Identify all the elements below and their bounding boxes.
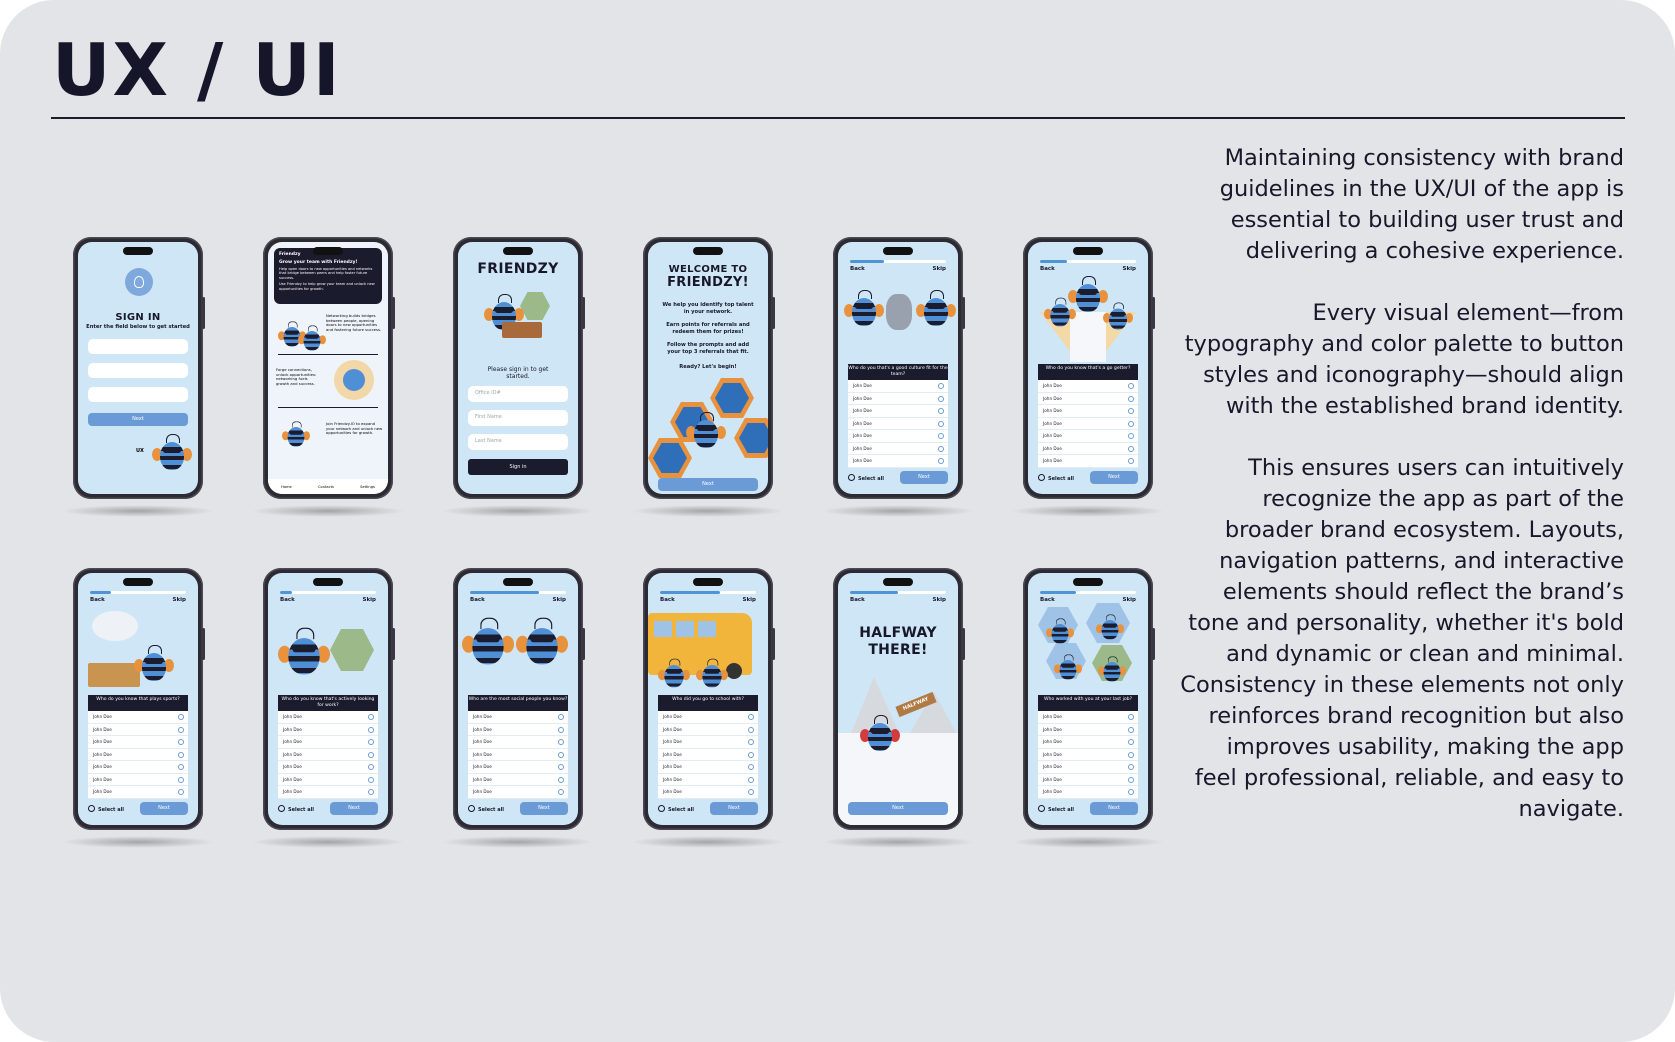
contact-list: [848, 380, 948, 468]
list-item[interactable]: John Doe: [1038, 443, 1138, 456]
progress-bar: [660, 591, 756, 594]
back-button[interactable]: Back: [850, 597, 865, 603]
bee-mascot-icon: [1060, 654, 1077, 679]
radio-button: [558, 789, 564, 795]
progress-bar: [1040, 591, 1136, 594]
radio-button: [1128, 396, 1134, 402]
question-title: Who did you go to school with?: [658, 695, 758, 711]
back-button[interactable]: Back: [660, 597, 675, 603]
question-title: Who do you know that plays sports?: [88, 695, 188, 711]
phone-mockup-home: [263, 237, 393, 499]
select-all-toggle[interactable]: Select all: [468, 805, 504, 813]
progress-bar: [90, 591, 186, 594]
welcome-line-4: Ready? Let's begin!: [679, 364, 737, 370]
phone-mockup-question-sports: [73, 568, 203, 830]
question-screen: [1028, 573, 1148, 825]
sign-in-field-2[interactable]: [88, 363, 188, 378]
phone-mockup-question-culture-fit: [833, 237, 963, 499]
phone-mockup-halfway: [833, 568, 963, 830]
bee-mascot-icon: [868, 715, 892, 751]
skip-button[interactable]: Skip: [932, 266, 946, 272]
list-item[interactable]: John Doe: [88, 774, 188, 787]
list-item[interactable]: John Doe: [88, 749, 188, 762]
office-id-field[interactable]: Office ID#: [468, 386, 568, 402]
radio-button: [1128, 714, 1134, 720]
next-button[interactable]: Next: [140, 802, 188, 815]
question-screen: [838, 242, 958, 494]
bee-mascot-icon: [702, 659, 721, 688]
radio-button: [558, 714, 564, 720]
desk-graphic: [502, 322, 542, 338]
question-screen: [648, 573, 768, 825]
radio-button: [368, 739, 374, 745]
bee-mascot-icon: [852, 290, 876, 326]
title-divider: [51, 117, 1625, 119]
radio-button: [368, 764, 374, 770]
select-all-toggle[interactable]: Select all: [88, 805, 124, 813]
home-intro-2: Use Friendzy to help grow your team and unlock new opportunities for growth.: [279, 282, 375, 291]
welcome-line-2: Earn points for referrals and redeem them for prizes!: [666, 322, 750, 335]
bee-mascot-icon: [304, 325, 321, 350]
contact-list: [1038, 711, 1138, 799]
sign-in-field-1[interactable]: [88, 339, 188, 354]
radio-button: [938, 446, 944, 452]
radio-button: [1128, 777, 1134, 783]
list-item[interactable]: John Doe: [1038, 711, 1138, 724]
list-item[interactable]: John Doe: [848, 405, 948, 418]
back-button[interactable]: Back: [90, 597, 105, 603]
list-item[interactable]: John Doe: [468, 736, 568, 749]
list-item[interactable]: John Doe: [658, 786, 758, 799]
progress-bar: [470, 591, 566, 594]
description-paragraph-3: This ensures users can intuitively recognize the app as part of the broader brand ecosystem. Layouts, navigation patterns, and interactive elements should reflect the brand’s tone and personality, whether it's bold and dynamic or clean and minimal. Consistency in these elements not only reinforces brand recognition but also improves usability, making the app feel professional, reliable, and easy to navigate.: [1180, 455, 1624, 822]
question-title: Who worked with you at your last job?: [1038, 695, 1138, 711]
question-title: Who do you know that's a go getter?: [1038, 364, 1138, 380]
list-item[interactable]: John Doe: [88, 724, 188, 737]
home-screen: [268, 242, 388, 494]
list-item[interactable]: John Doe: [278, 736, 378, 749]
list-item[interactable]: John Doe: [1038, 393, 1138, 406]
radio-button: [1128, 446, 1134, 452]
login-heading: FRIENDZY: [477, 261, 559, 277]
home-paragraph-3: Join Friendzy.IO to expand your network and unlock new opportunities for growth.: [326, 421, 383, 436]
phone-mockup-question-go-getter: [1023, 237, 1153, 499]
list-item[interactable]: John Doe: [468, 711, 568, 724]
bee-mascot-icon: [284, 321, 301, 346]
list-item[interactable]: John Doe: [848, 455, 948, 468]
radio-icon: [1038, 474, 1045, 481]
radio-button: [1128, 408, 1134, 414]
radio-button: [368, 777, 374, 783]
home-hero-card: [274, 248, 382, 304]
next-button[interactable]: Next: [330, 802, 378, 815]
skip-button[interactable]: Skip: [552, 597, 566, 603]
contact-list: [1038, 380, 1138, 468]
list-item[interactable]: John Doe: [88, 786, 188, 799]
tab-home[interactable]: Home: [281, 484, 292, 489]
list-item[interactable]: John Doe: [1038, 761, 1138, 774]
list-item[interactable]: John Doe: [1038, 749, 1138, 762]
halfway-next-button[interactable]: Next: [848, 802, 948, 815]
list-item[interactable]: John Doe: [278, 774, 378, 787]
radio-button: [1128, 739, 1134, 745]
phone-mockup-question-social: [453, 568, 583, 830]
back-button[interactable]: Back: [470, 597, 485, 603]
list-item[interactable]: John Doe: [848, 443, 948, 456]
list-item[interactable]: John Doe: [278, 749, 378, 762]
list-item[interactable]: John Doe: [468, 724, 568, 737]
radio-button: [1128, 764, 1134, 770]
list-item[interactable]: John Doe: [468, 749, 568, 762]
sign-in-button[interactable]: Sign in: [468, 459, 568, 475]
bee-mascot-icon: [526, 618, 557, 665]
skip-button[interactable]: Skip: [932, 597, 946, 603]
list-item[interactable]: John Doe: [88, 736, 188, 749]
contact-list: [88, 711, 188, 799]
radio-button: [748, 739, 754, 745]
list-item[interactable]: John Doe: [658, 761, 758, 774]
radio-button: [1128, 789, 1134, 795]
select-all-toggle[interactable]: Select all: [848, 474, 884, 482]
halfway-sign: HALFWAY: [895, 692, 936, 717]
bee-mascot-icon: [288, 628, 319, 675]
list-item[interactable]: John Doe: [658, 774, 758, 787]
skip-button[interactable]: Skip: [172, 597, 186, 603]
bee-mascot-icon: [288, 421, 305, 446]
skip-button[interactable]: Skip: [362, 597, 376, 603]
bee-mascot-icon: [142, 645, 166, 681]
list-item[interactable]: John Doe: [468, 761, 568, 774]
list-item[interactable]: John Doe: [278, 724, 378, 737]
list-item[interactable]: John Doe: [1038, 774, 1138, 787]
radio-icon: [1038, 805, 1045, 812]
robot-illustration: [886, 294, 912, 330]
list-item[interactable]: John Doe: [848, 393, 948, 406]
radio-button: [748, 777, 754, 783]
skip-button[interactable]: Skip: [1122, 597, 1136, 603]
list-item[interactable]: John Doe: [1038, 380, 1138, 393]
radio-button: [558, 764, 564, 770]
bee-mascot-icon: [1102, 614, 1119, 639]
radio-button: [558, 727, 564, 733]
radio-button: [558, 752, 564, 758]
list-item[interactable]: John Doe: [1038, 724, 1138, 737]
list-item[interactable]: John Doe: [1038, 786, 1138, 799]
corner-label: UX: [136, 448, 144, 454]
login-prompt: Please sign in to get started.: [487, 366, 549, 380]
welcome-line-3: Follow the prompts and add your top 3 referrals that fit.: [666, 342, 750, 355]
radio-button: [368, 714, 374, 720]
radio-button: [368, 752, 374, 758]
progress-bar: [280, 591, 376, 594]
list-item[interactable]: John Doe: [848, 380, 948, 393]
bee-mascot-icon: [472, 618, 503, 665]
bee-mascot-icon: [694, 412, 718, 448]
question-screen: [458, 573, 578, 825]
skip-button[interactable]: Skip: [742, 597, 756, 603]
radio-button: [178, 777, 184, 783]
list-item[interactable]: John Doe: [468, 786, 568, 799]
halfway-screen: [838, 573, 958, 825]
welcome-screen: [648, 242, 768, 494]
honeycomb-hexagon: [734, 418, 768, 458]
progress-bar: [850, 260, 946, 263]
network-illustration: [334, 360, 374, 400]
halfway-heading-2: THERE!: [868, 642, 928, 658]
first-name-field[interactable]: First Name: [468, 410, 568, 426]
select-all-toggle[interactable]: Select all: [1038, 805, 1074, 813]
radio-button: [748, 727, 754, 733]
list-item[interactable]: John Doe: [848, 430, 948, 443]
radio-button: [938, 396, 944, 402]
skip-button[interactable]: Skip: [1122, 266, 1136, 272]
question-screen: [78, 573, 198, 825]
question-screen: [1028, 242, 1148, 494]
bee-mascot-icon: [1104, 656, 1121, 681]
question-title: Who are the most social people you know?: [468, 695, 568, 711]
list-item[interactable]: John Doe: [1038, 430, 1138, 443]
question-screen: [268, 573, 388, 825]
radio-button: [178, 752, 184, 758]
radio-button: [938, 433, 944, 439]
phone-mockup-question-school: [643, 568, 773, 830]
description-paragraph-2: Every visual element—from typography and color palette to button styles and iconography—should align with the established brand identity.: [1184, 300, 1624, 419]
list-item[interactable]: John Doe: [658, 736, 758, 749]
welcome-heading-2: FRIENDZY!: [667, 275, 749, 290]
friendzy-logo-icon: [125, 268, 153, 296]
radio-button: [1128, 727, 1134, 733]
bee-mascot-icon: [1109, 303, 1127, 330]
phone-mockup-login: [453, 237, 583, 499]
sports-box-graphic: [88, 663, 140, 687]
next-button[interactable]: Next: [900, 471, 948, 484]
radio-icon: [278, 805, 285, 812]
radio-button: [748, 714, 754, 720]
next-button[interactable]: Next: [1090, 471, 1138, 484]
sign-in-screen: [78, 242, 198, 494]
radio-button: [938, 383, 944, 389]
list-item[interactable]: John Doe: [1038, 405, 1138, 418]
home-brand: Friendzy: [279, 252, 301, 257]
question-title: Who do you that's a good culture fit for the team?: [848, 364, 948, 380]
radio-button: [368, 727, 374, 733]
list-item[interactable]: John Doe: [658, 749, 758, 762]
phone-mockup-welcome: [643, 237, 773, 499]
back-button[interactable]: Back: [1040, 266, 1055, 272]
select-all-toggle[interactable]: Select all: [658, 805, 694, 813]
radio-button: [748, 789, 754, 795]
halfway-heading-1: HALFWAY: [859, 625, 937, 641]
radio-button: [748, 752, 754, 758]
list-item[interactable]: John Doe: [468, 774, 568, 787]
phone-mockup-sign-in: [73, 237, 203, 499]
radio-button: [178, 789, 184, 795]
radio-button: [1128, 433, 1134, 439]
home-tab-bar: [268, 479, 388, 494]
progress-bar: [850, 591, 946, 594]
radio-icon: [88, 805, 95, 812]
radio-button: [1128, 421, 1134, 427]
sign-in-subtitle: Enter the field below to get started: [86, 324, 190, 330]
list-item[interactable]: John Doe: [1038, 455, 1138, 468]
bee-mascot-icon: [664, 659, 683, 688]
phone-mockup-question-looking-for-work: [263, 568, 393, 830]
list-item[interactable]: John Doe: [278, 786, 378, 799]
honeycomb-hexagon: [648, 438, 692, 478]
select-all-toggle[interactable]: Select all: [278, 805, 314, 813]
progress-bar: [1040, 260, 1136, 263]
radio-button: [178, 739, 184, 745]
list-item[interactable]: John Doe: [658, 711, 758, 724]
sign-in-field-3[interactable]: [88, 387, 188, 402]
radio-button: [178, 764, 184, 770]
jobs-sign-hexagon: [330, 629, 374, 671]
next-button[interactable]: Next: [520, 802, 568, 815]
list-item[interactable]: John Doe: [278, 711, 378, 724]
list-item[interactable]: John Doe: [88, 711, 188, 724]
back-button[interactable]: Back: [280, 597, 295, 603]
radio-button: [368, 789, 374, 795]
radio-button: [938, 421, 944, 427]
home-intro: Help open doors to new opportunities and networks that bridge between peers and help foster future success.: [279, 267, 373, 280]
bee-mascot-icon: [1050, 298, 1069, 327]
contact-list: [278, 711, 378, 799]
radio-button: [178, 727, 184, 733]
list-item[interactable]: John Doe: [88, 761, 188, 774]
contact-list: [658, 711, 758, 799]
list-item[interactable]: John Doe: [1038, 418, 1138, 431]
bee-mascot-icon: [1052, 618, 1069, 643]
list-item[interactable]: John Doe: [658, 724, 758, 737]
question-title: Who do you know that's actively looking for work?: [278, 695, 378, 711]
radio-button: [1128, 752, 1134, 758]
radio-button: [558, 777, 564, 783]
home-paragraph-1: Networking builds bridges between people, opening doors to new opportunities and fostering future success.: [326, 313, 382, 332]
radio-button: [558, 739, 564, 745]
next-button[interactable]: Next: [710, 802, 758, 815]
thought-bubble: [92, 611, 138, 641]
radio-button: [178, 714, 184, 720]
radio-button: [1128, 383, 1134, 389]
back-button[interactable]: Back: [1040, 597, 1055, 603]
welcome-heading-1: WELCOME TO: [668, 264, 748, 275]
phone-mockup-question-last-job: [1023, 568, 1153, 830]
back-button[interactable]: Back: [850, 266, 865, 272]
list-item[interactable]: John Doe: [278, 761, 378, 774]
radio-icon: [658, 805, 665, 812]
radio-button: [938, 408, 944, 414]
radio-button: [1128, 458, 1134, 464]
description-paragraph-1: Maintaining consistency with brand guidelines in the UX/UI of the app is essential to building user trust and delivering a cohesive experience.: [1219, 145, 1624, 264]
contact-list: [468, 711, 568, 799]
podium-graphic: [1070, 312, 1106, 362]
list-item[interactable]: John Doe: [848, 418, 948, 431]
next-button[interactable]: Next: [1090, 802, 1138, 815]
radio-icon: [848, 474, 855, 481]
tab-settings[interactable]: Settings: [360, 484, 375, 489]
sign-in-next-button[interactable]: Next: [88, 413, 188, 426]
last-name-field[interactable]: Last Name: [468, 434, 568, 450]
radio-icon: [468, 805, 475, 812]
tab-contacts[interactable]: Contacts: [318, 484, 334, 489]
page-title: UX / UI: [52, 28, 342, 112]
description-text: [1180, 143, 1624, 825]
bee-mascot-icon: [160, 434, 184, 470]
select-all-toggle[interactable]: Select all: [1038, 474, 1074, 482]
hexagon-graphic: [520, 292, 550, 320]
home-paragraph-2: Forge connections, unlock opportunities: networking fuels growth and success.: [276, 367, 317, 386]
welcome-line-1: We help you identify top talent in your network.: [662, 302, 754, 315]
radio-button: [748, 764, 754, 770]
welcome-next-button[interactable]: Next: [658, 478, 758, 491]
list-item[interactable]: John Doe: [1038, 736, 1138, 749]
bee-mascot-icon: [1076, 276, 1100, 312]
home-headline: Grow your team with Friendzy!: [279, 260, 358, 265]
sign-in-heading: SIGN IN: [115, 312, 161, 323]
radio-button: [938, 458, 944, 464]
bee-mascot-icon: [924, 290, 948, 326]
login-screen: [458, 242, 578, 494]
